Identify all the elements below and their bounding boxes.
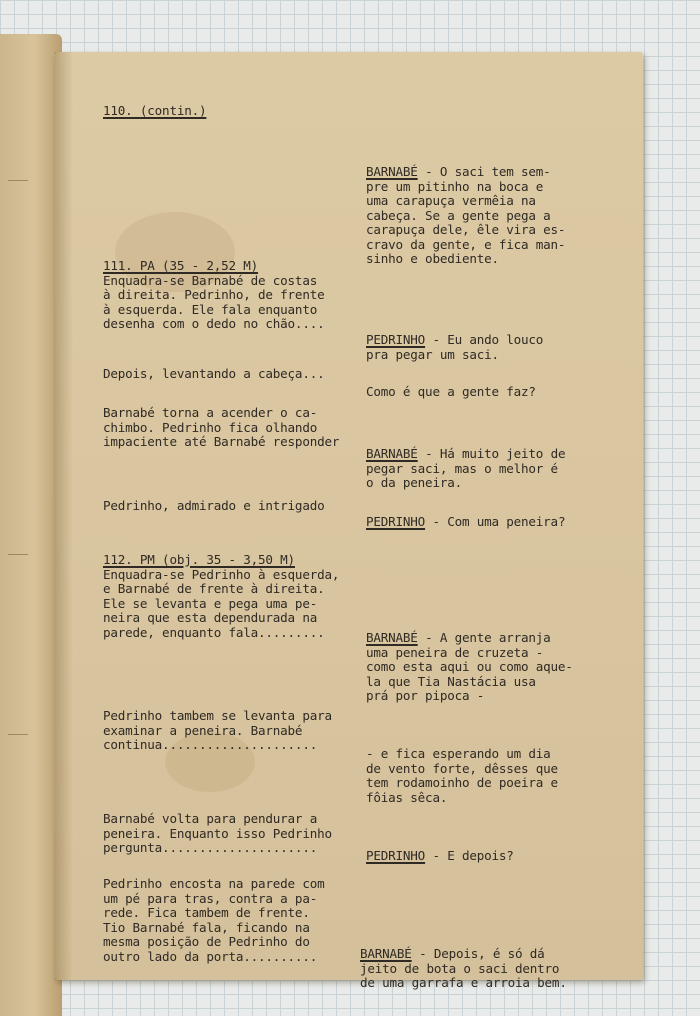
dialogue-line: de vento forte, dêsses que: [366, 760, 558, 776]
dialogue-line: cravo da gente, e fica man-: [366, 236, 566, 252]
dialogue-line: sinho e obediente.: [366, 251, 499, 266]
dialogue-line: o da peneira.: [366, 475, 462, 490]
dialogue-line: - Com uma peneira?: [425, 514, 566, 529]
direction-line: Ele se levanta e pega uma pe-: [103, 595, 318, 611]
dialogue-line: - Depois, é só dá: [411, 946, 545, 961]
shot-heading: 111. PA (35 - 2,52 M): [103, 258, 259, 273]
direction-line: peneira. Enquanto isso Pedrinho: [103, 825, 332, 841]
dialogue-line: - e fica esperando um dia: [366, 746, 551, 761]
dialogue-line: como esta aqui ou como aque-: [366, 659, 573, 674]
dialogue-line: pra pegar um saci.: [366, 346, 499, 362]
dialogue-line: uma carapuça vermêia na: [366, 193, 536, 208]
direction-line: Barnabé volta para pendurar a: [103, 811, 318, 826]
dialogue-block: [366, 820, 514, 878]
direction-line: parede, enquanto fala.........: [103, 624, 325, 640]
direction-line: à esquerda. Ele fala enquanto: [103, 301, 318, 317]
dialogue-block: [366, 718, 558, 820]
scene-112-directions: [103, 524, 339, 655]
dialogue-line: pegar saci, mas o melhor é: [366, 460, 558, 476]
scene-header: 110. (contin.): [103, 103, 207, 118]
dialogue-line: jeito de bota o saci dentro: [360, 960, 560, 976]
dialogue-block: [366, 356, 536, 414]
direction-line: à direita. Pedrinho, de frente: [103, 287, 325, 302]
speaker-name: BARNABÉ: [360, 946, 412, 961]
speaker-name: PEDRINHO: [366, 848, 426, 863]
direction-block: [103, 470, 324, 528]
dialogue-block: [366, 602, 573, 718]
direction-line: neira que esta dependurada na: [103, 610, 318, 625]
dialogue-line: - Eu ando louco: [425, 332, 544, 347]
dialogue-line: fôias sêca.: [366, 789, 448, 805]
previous-page-edge: [0, 34, 62, 1016]
speaker-name: BARNABÉ: [366, 630, 418, 645]
page-shadow: [55, 52, 73, 980]
dialogue-line: - A gente arranja: [417, 630, 551, 645]
speaker-name: PEDRINHO: [366, 514, 426, 529]
direction-line: continua.....................: [103, 737, 318, 752]
direction-line: impaciente até Barnabé responder: [103, 434, 340, 449]
direction-block: [103, 848, 324, 979]
direction-line: pergunta.....................: [103, 840, 318, 855]
dialogue-line: de uma garrafa e arroia bem.: [360, 975, 567, 990]
direction-line: Barnabé torna a acender o ca-: [103, 405, 318, 420]
dialogue-line: Como é que a gente faz?: [366, 384, 536, 399]
dialogue-line: - O saci tem sem-: [417, 164, 551, 179]
scene-111-directions: [103, 230, 324, 346]
dialogue-line: carapuça dele, êle vira es-: [366, 222, 566, 237]
dialogue-line: tem rodamoinho de poeira e: [366, 775, 558, 790]
dialogue-line: - E depois?: [425, 848, 514, 863]
direction-line: Pedrinho, admirado e intrigado: [103, 498, 325, 513]
dialogue-line: la que Tia Nastácia usa: [366, 673, 536, 689]
dialogue-block: [366, 486, 565, 544]
dialogue-block: [360, 918, 567, 1005]
direction-line: um pé para tras, contra a pa-: [103, 890, 318, 906]
dialogue-block: [366, 136, 565, 281]
dialogue-line: - Há muito jeito de: [417, 446, 566, 461]
dialogue-line: uma peneira de cruzeta -: [366, 644, 544, 660]
direction-line: Pedrinho tambem se levanta para: [103, 708, 332, 723]
direction-line: outro lado da porta..........: [103, 948, 318, 964]
direction-line: examinar a peneira. Barnabé: [103, 722, 303, 738]
speaker-name: BARNABÉ: [366, 446, 418, 461]
direction-line: Depois, levantando a cabeça...: [103, 366, 325, 381]
speaker-name: PEDRINHO: [366, 332, 426, 347]
direction-line: Tio Barnabé fala, ficando na: [103, 919, 310, 935]
direction-block: [103, 680, 332, 767]
direction-line: mesma posição de Pedrinho do: [103, 934, 310, 949]
dialogue-line: cabeça. Se a gente pega a: [366, 207, 551, 223]
direction-line: rede. Fica tambem de frente.: [103, 905, 310, 920]
direction-block: [103, 377, 339, 464]
direction-line: Enquadra-se Barnabé de costas: [103, 272, 318, 288]
direction-line: desenha com o dedo no chão....: [103, 316, 325, 331]
dialogue-line: pre um pitinho na boca e: [366, 178, 544, 194]
direction-line: e Barnabé de frente à direita.: [103, 581, 325, 596]
direction-line: chimbo. Pedrinho fica olhando: [103, 419, 318, 435]
direction-line: Pedrinho encosta na parede com: [103, 876, 325, 891]
speaker-name: BARNABÉ: [366, 164, 418, 179]
shot-heading: 112. PM (obj. 35 - 3,50 M): [103, 552, 295, 567]
direction-line: Enquadra-se Pedrinho à esquerda,: [103, 566, 340, 582]
dialogue-line: prá por pipoca -: [366, 688, 485, 703]
